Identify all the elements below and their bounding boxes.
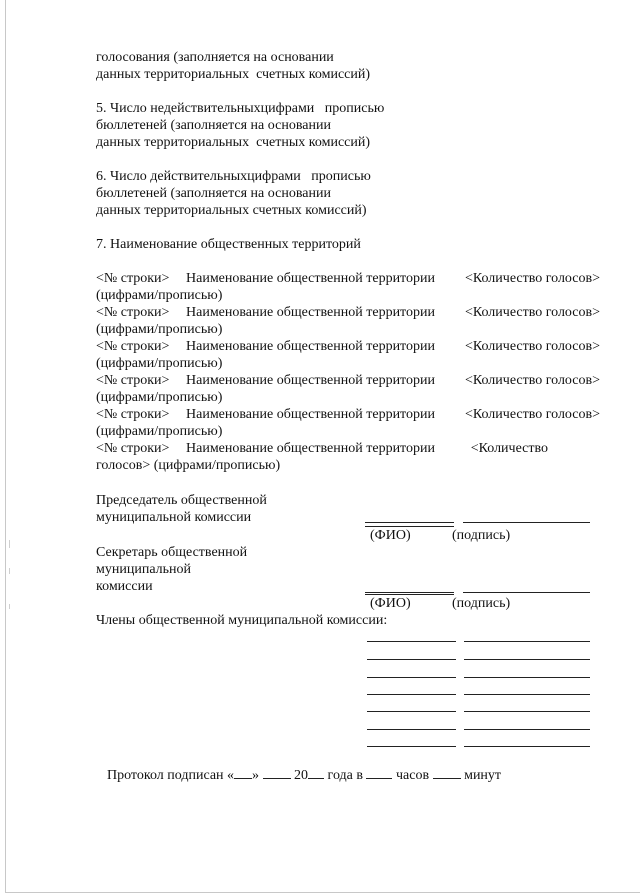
- territory-name: Наименование общественной территории: [186, 373, 435, 388]
- territory-name: Наименование общественной территории: [186, 441, 435, 456]
- footer-text: часов: [395, 768, 430, 783]
- votes-count-placeholder: <Количество голосов>: [464, 373, 600, 388]
- month-blank: [263, 766, 291, 779]
- votes-format-note: (цифрами/прописью): [96, 356, 223, 371]
- secretary-title: Секретарь общественной: [96, 545, 248, 560]
- secretary-title: комиссии: [96, 579, 153, 594]
- paragraph-6-line: 6. Число действительныхцифрами прописью: [96, 169, 371, 184]
- members-label: Члены общественной муниципальной комиссии:: [96, 613, 388, 628]
- votes-format-note: (цифрами/прописью): [96, 288, 223, 303]
- member-fio-line: [367, 746, 456, 747]
- row-number-placeholder: <№ строки>: [96, 271, 170, 286]
- footer-text: Протокол подписан «: [107, 768, 235, 783]
- minutes-blank: [433, 766, 461, 779]
- votes-count-placeholder: <Количество голосов>: [464, 305, 600, 320]
- footer-text: года в: [327, 768, 363, 783]
- territory-name: Наименование общественной территории: [186, 271, 435, 286]
- member-signature-line: [464, 641, 590, 642]
- hours-blank: [366, 766, 392, 779]
- member-fio-line: [367, 659, 456, 660]
- paragraph-5-line: бюллетеней (заполняется на основании: [96, 118, 331, 133]
- member-fio-line: [367, 729, 456, 730]
- protocol-signed-line: [107, 766, 501, 784]
- votes-format-note: (цифрами/прописью): [96, 322, 223, 337]
- row-number-placeholder: <№ строки>: [96, 441, 170, 456]
- member-fio-line: [367, 694, 456, 695]
- paragraph-5-line: данных территориальных счетных комиссий): [96, 135, 371, 150]
- votes-count-placeholder: <Количество голосов>: [464, 407, 600, 422]
- member-signature-line: [464, 694, 590, 695]
- row-number-placeholder: <№ строки>: [96, 407, 170, 422]
- chair-fio-line: [365, 522, 454, 523]
- votes-count-placeholder: <Количество: [470, 441, 548, 456]
- fio-label: (ФИО): [370, 528, 411, 543]
- chair-title: Председатель общественной: [96, 493, 267, 508]
- page-edge-bottom: [5, 892, 640, 893]
- votes-format-note: голосов> (цифрами/прописью): [96, 458, 281, 473]
- territory-name: Наименование общественной территории: [186, 305, 435, 320]
- paragraph-6-line: бюллетеней (заполняется на основании: [96, 186, 331, 201]
- member-fio-line: [367, 677, 456, 678]
- paragraph-4-line: голосования (заполняется на основании: [96, 50, 334, 65]
- member-fio-line: [367, 711, 456, 712]
- chair-signature-caption: (подпись): [452, 528, 511, 543]
- votes-count-placeholder: <Количество голосов>: [464, 339, 600, 354]
- chair-signature-line: [463, 522, 590, 523]
- member-signature-line: [464, 677, 590, 678]
- footer-text: минут: [464, 768, 502, 783]
- member-signature-line: [464, 659, 590, 660]
- territory-name: Наименование общественной территории: [186, 407, 435, 422]
- secretary-fio-line: [365, 592, 454, 593]
- member-fio-line: [367, 641, 456, 642]
- paragraph-5-line: 5. Число недействительныхцифрами прописью: [96, 101, 385, 116]
- footer-text: »: [252, 768, 260, 783]
- secretary-title: муниципальной: [96, 562, 192, 577]
- scan-mark: [9, 540, 10, 548]
- chair-fio-caption: [365, 526, 454, 544]
- secretary-signature-caption: (подпись): [452, 596, 511, 611]
- day-blank: [234, 766, 252, 779]
- row-number-placeholder: <№ строки>: [96, 373, 170, 388]
- fio-label: (ФИО): [370, 596, 411, 611]
- scan-mark: [9, 568, 10, 574]
- votes-format-note: (цифрами/прописью): [96, 390, 223, 405]
- footer-text: 20: [294, 768, 309, 783]
- scan-mark: [9, 604, 10, 609]
- votes-format-note: (цифрами/прописью): [96, 424, 223, 439]
- secretary-fio-caption: [365, 594, 454, 612]
- chair-title: муниципальной комиссии: [96, 510, 252, 525]
- paragraph-4-line: данных территориальных счетных комиссий): [96, 67, 371, 82]
- member-signature-line: [464, 711, 590, 712]
- row-number-placeholder: <№ строки>: [96, 305, 170, 320]
- year-blank: [308, 766, 324, 779]
- secretary-signature-line: [463, 592, 590, 593]
- votes-count-placeholder: <Количество голосов>: [464, 271, 600, 286]
- territory-name: Наименование общественной территории: [186, 339, 435, 354]
- paragraph-7-heading: 7. Наименование общественных территорий: [96, 237, 361, 252]
- page-edge-left: [5, 0, 6, 893]
- member-signature-line: [464, 746, 590, 747]
- paragraph-6-line: данных территориальных счетных комиссий): [96, 203, 367, 218]
- member-signature-line: [464, 729, 590, 730]
- row-number-placeholder: <№ строки>: [96, 339, 170, 354]
